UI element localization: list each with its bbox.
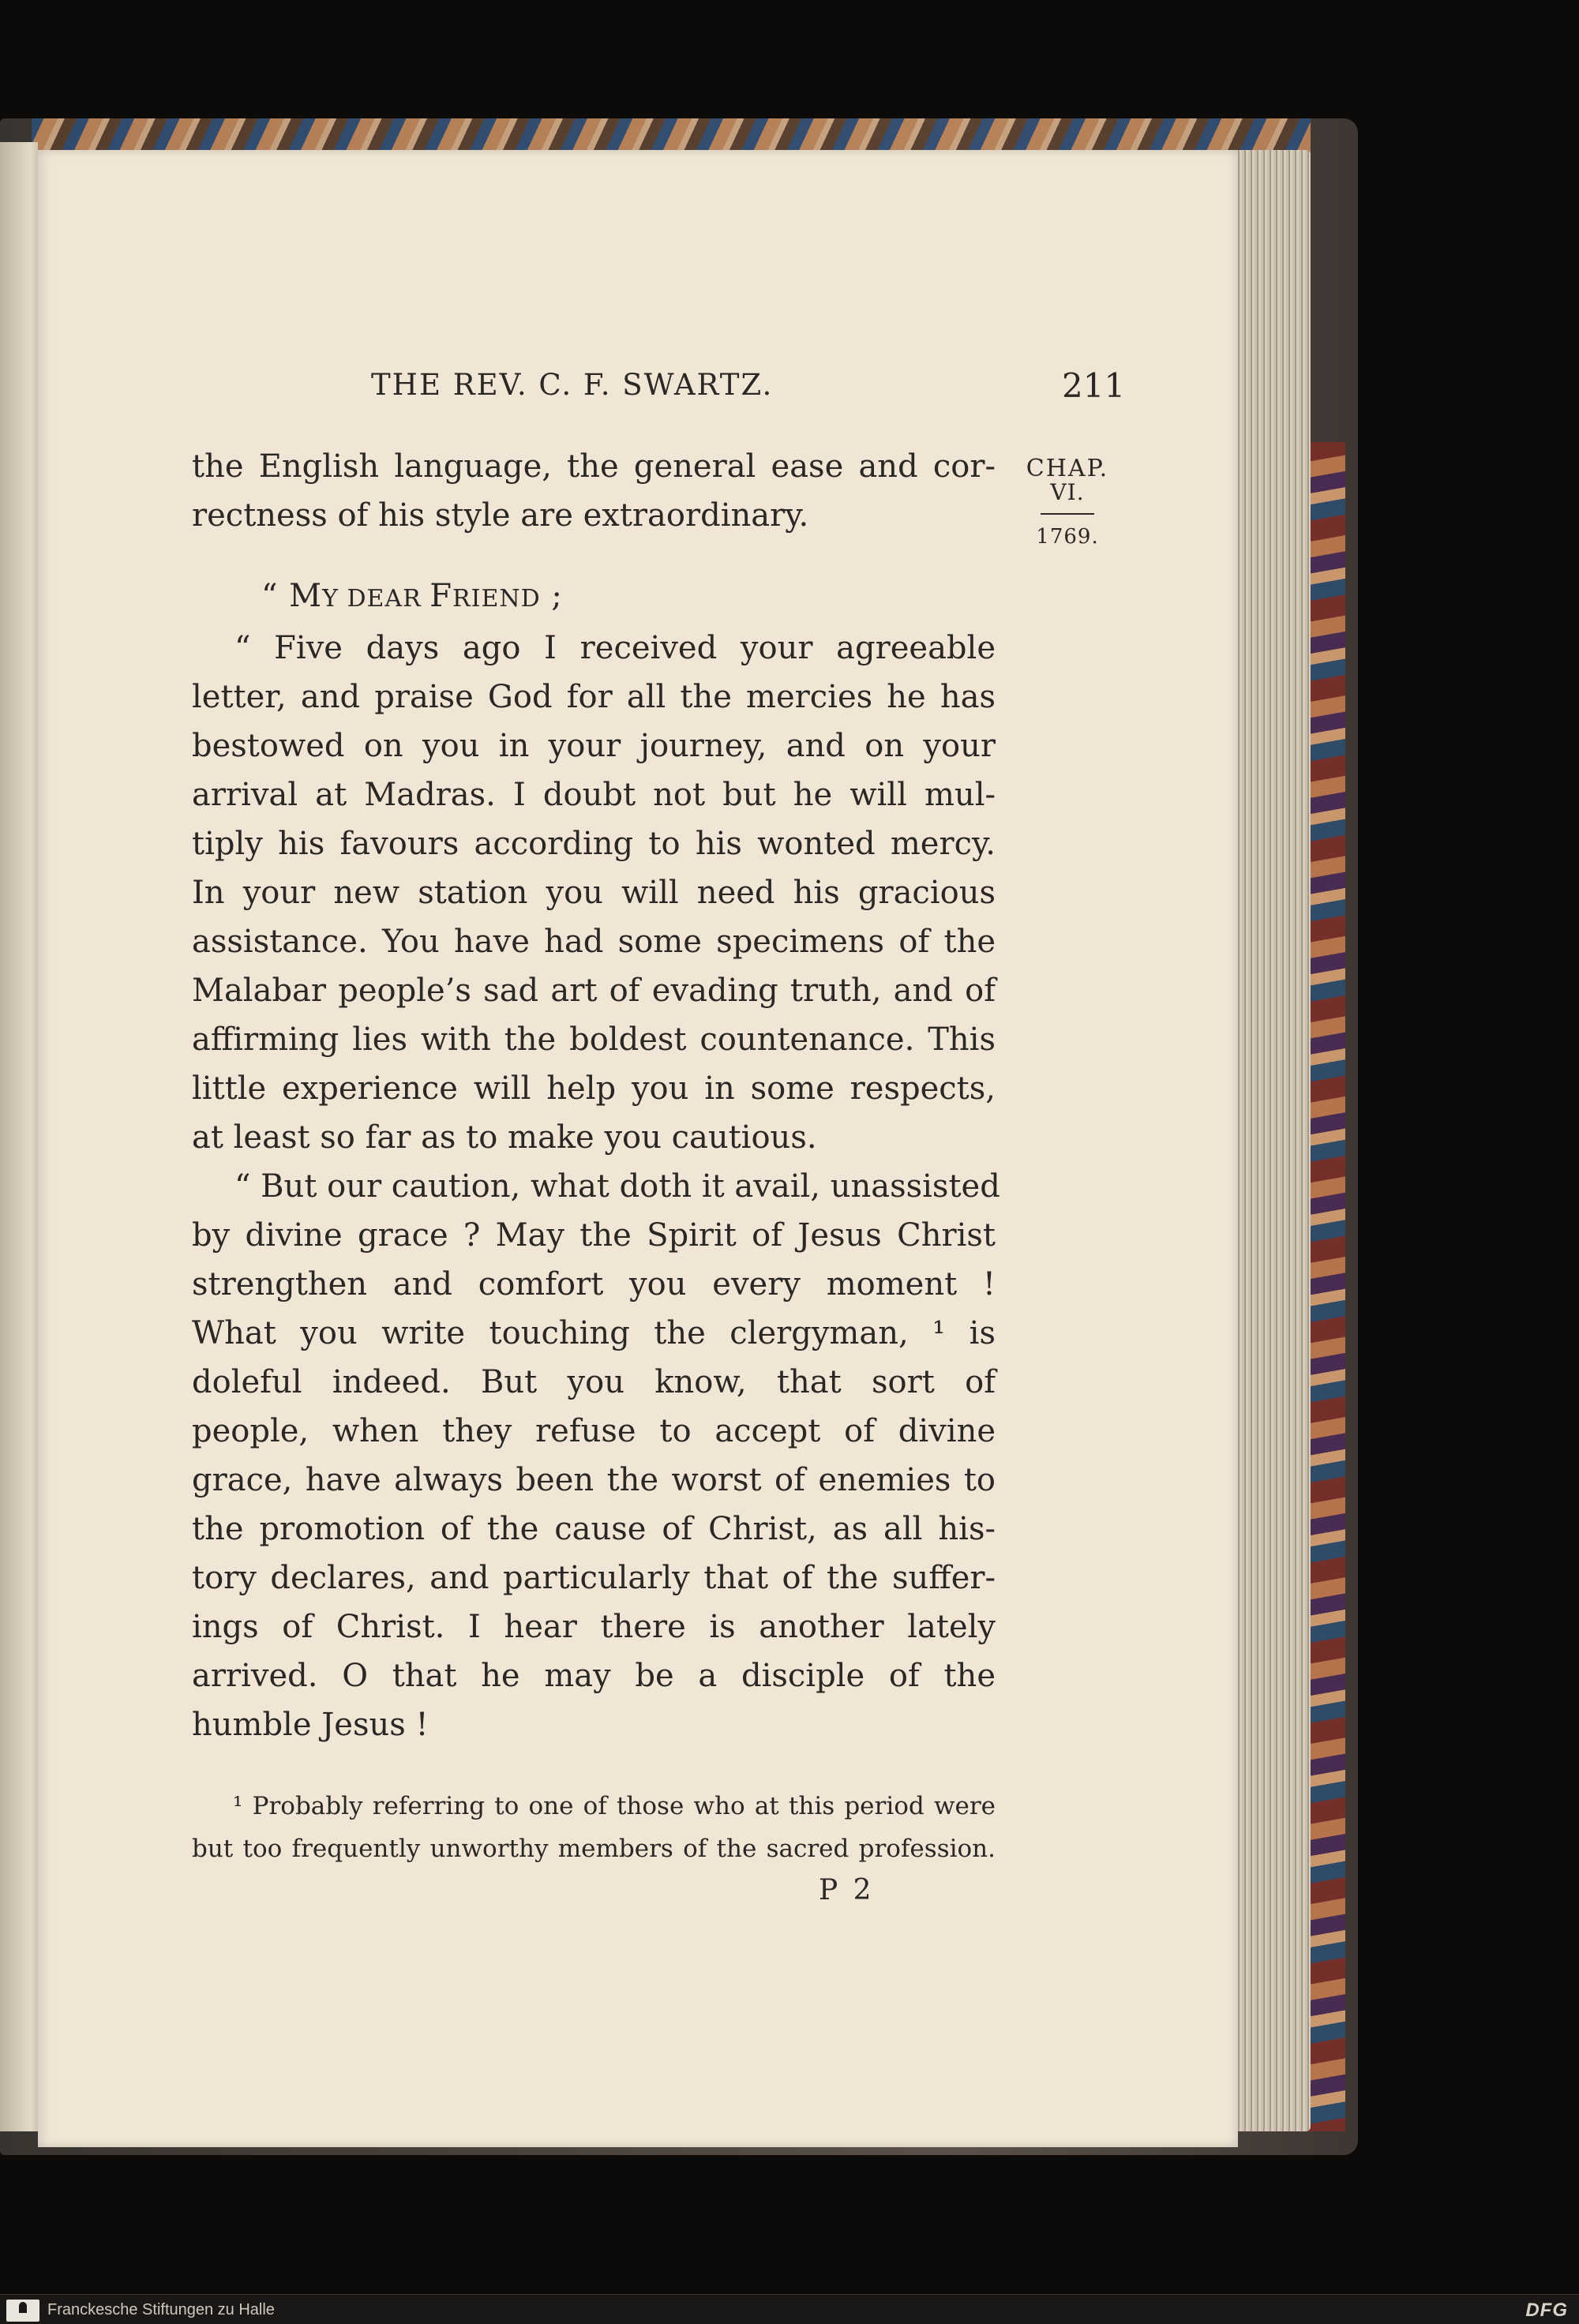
footnote-line: ¹ Probably referring to one of those who at this period were (233, 1792, 996, 1820)
salutation-close: ; (540, 578, 563, 614)
footnote (192, 1785, 996, 1870)
chapter-number: VI. (1050, 479, 1085, 505)
institution-logo-icon (6, 2300, 39, 2322)
text-line: the English language, the general ease and cor- (192, 448, 996, 485)
dfg-logo: DFG (1525, 2300, 1568, 2321)
text-line: In your new station you will need his gracious (192, 875, 996, 911)
margin-rule (1041, 513, 1094, 515)
footnote-line: but too frequently unworthy members of the sacred profession. (192, 1835, 996, 1863)
text-line: “ But our caution, what doth it avail, unassisted (234, 1168, 1000, 1205)
paragraph-gap (192, 540, 996, 572)
text-line: doleful indeed. But you know, that sort of (192, 1364, 996, 1400)
text-line: bestowed on you in your journey, and on your (192, 728, 996, 764)
text-line: by divine grace ? May the Spirit of Jesus Christ (192, 1217, 996, 1254)
marbled-edge-top (32, 118, 1311, 154)
text-line: tory declares, and particularly that of the suffer- (192, 1560, 996, 1596)
text-line: people, when they refuse to accept of divine (192, 1413, 996, 1449)
salutation-open-quote: “ (261, 578, 290, 614)
text-line: at least so far as to make you cautious. (192, 1119, 817, 1156)
facing-page-edge (0, 142, 38, 2131)
text-line: arrival at Madras. I doubt not but he will mul- (192, 777, 996, 813)
text-line: tiply his favours according to his wonted mercy. (192, 826, 996, 862)
letter-salutation (192, 572, 996, 624)
institution-label: Franckesche Stiftungen zu Halle (47, 2301, 275, 2318)
text-line: What you write touching the clergyman, ¹ is (192, 1315, 996, 1351)
signature-mark: P 2 (819, 1874, 875, 1906)
running-head: THE REV. C. F. SWARTZ. (371, 368, 774, 402)
text-line: ings of Christ. I hear there is another lately (192, 1609, 996, 1645)
body-text (192, 442, 1000, 1749)
salutation-my-initial: M (289, 578, 323, 614)
text-line: assistance. You have had some specimens of the (192, 924, 996, 960)
text-line: affirming lies with the boldest countenance. This (192, 1021, 996, 1058)
text-line: Malabar people’s sad art of evading truth, and of (192, 973, 996, 1009)
text-line: the promotion of the cause of Christ, as all his- (192, 1511, 996, 1547)
page-number: 211 (1062, 366, 1126, 405)
text-line: grace, have always been the worst of enemies to (192, 1462, 996, 1498)
text-line: rectness of his style are extraordinary. (192, 497, 809, 534)
salutation-friend-smallcaps: RIEND (452, 585, 541, 613)
salutation-friend-initial: F (429, 578, 452, 614)
text-line: arrived. O that he may be a disciple of the (192, 1658, 996, 1694)
salutation-my-smallcaps: Y DEAR (322, 585, 430, 613)
margin-note (1020, 456, 1115, 548)
text-line: strengthen and comfort you every moment ! (192, 1266, 996, 1303)
text-line: “ Five days ago I received your agreeable (234, 630, 996, 666)
viewer-footer (0, 2294, 1579, 2324)
text-line: humble Jesus ! (192, 1707, 429, 1743)
text-line: letter, and praise God for all the mercies he has (192, 679, 996, 715)
logo-glyph (19, 2302, 27, 2313)
page-stack-edge (1236, 150, 1311, 2131)
chapter-label: CHAP. (1026, 455, 1109, 482)
margin-year: 1769. (1036, 525, 1099, 549)
text-line: little experience will help you in some respects, (192, 1070, 996, 1107)
